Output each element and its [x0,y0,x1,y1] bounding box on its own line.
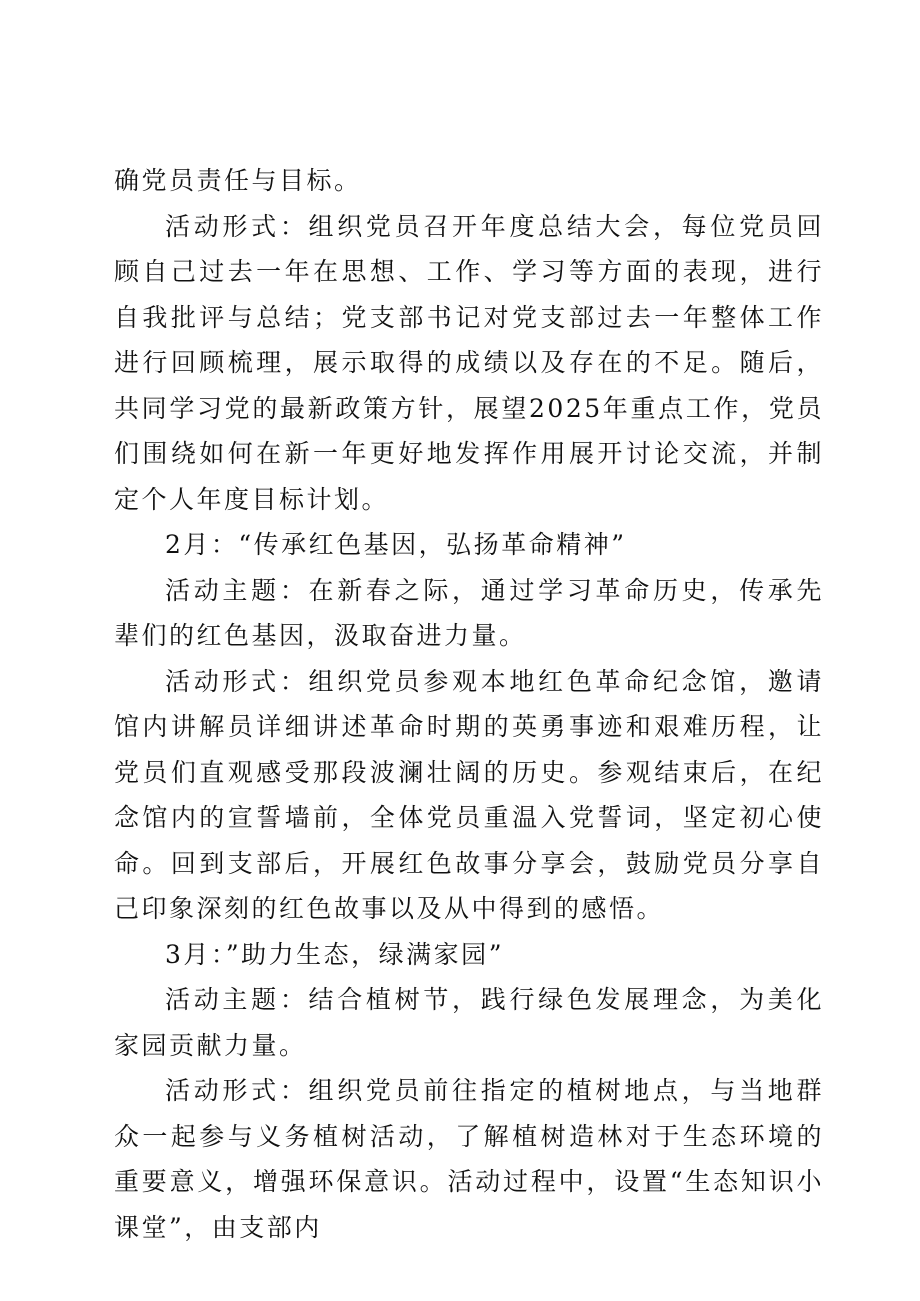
heading-march: 3月：”助力生态，绿满家园” [165,939,504,969]
paragraph-january-activity-form: 活动形式：组织党员召开年度总结大会，每位党员回顾自己过去一年在思想、工作、学习等方面的表现，进行自我批评与总结；党支部书记对党支部过去一年整体工作进行回顾梳理，展示取得的成绩以及存在的不足。随后，共同学习党的最新政策方针，展望2025年重点工作，党员们围绕如何在新一年更好地发挥作用展开讨论交流，并制定个人年度目标计划。 [114,211,824,514]
document-body [114,158,824,1250]
paragraph-february-activity-form: 活动形式：组织党员参观本地红色革命纪念馆，邀请馆内讲解员详细讲述革命时期的英勇事迹和艰难历程，让党员们直观感受那段波澜壮阔的历史。参观结束后，在纪念馆内的宣誓墙前，全体党员重温入党誓词，坚定初心使命。回到支部后，开展红色故事分享会，鼓励党员分享自己印象深刻的红色故事以及从中得到的感悟。 [114,666,824,923]
paragraph-march-activity-theme: 活动主题：结合植树节，践行绿色发展理念，为美化家园贡献力量。 [114,985,824,1060]
paragraph-march-activity-form: 活动形式：组织党员前往指定的植树地点，与当地群众一起参与义务植树活动，了解植树造林对于生态环境的重要意义，增强环保意识。活动过程中，设置“生态知识小课堂”，由支部内 [114,1076,824,1242]
paragraph-february-activity-theme: 活动主题：在新春之际，通过学习革命历史，传承先辈们的红色基因，汲取奋进力量。 [114,575,824,650]
heading-february: 2月：“传承红色基因，弘扬革命精神” [165,530,627,559]
paragraph-continuation: 确党员责任与目标。 [114,166,362,195]
